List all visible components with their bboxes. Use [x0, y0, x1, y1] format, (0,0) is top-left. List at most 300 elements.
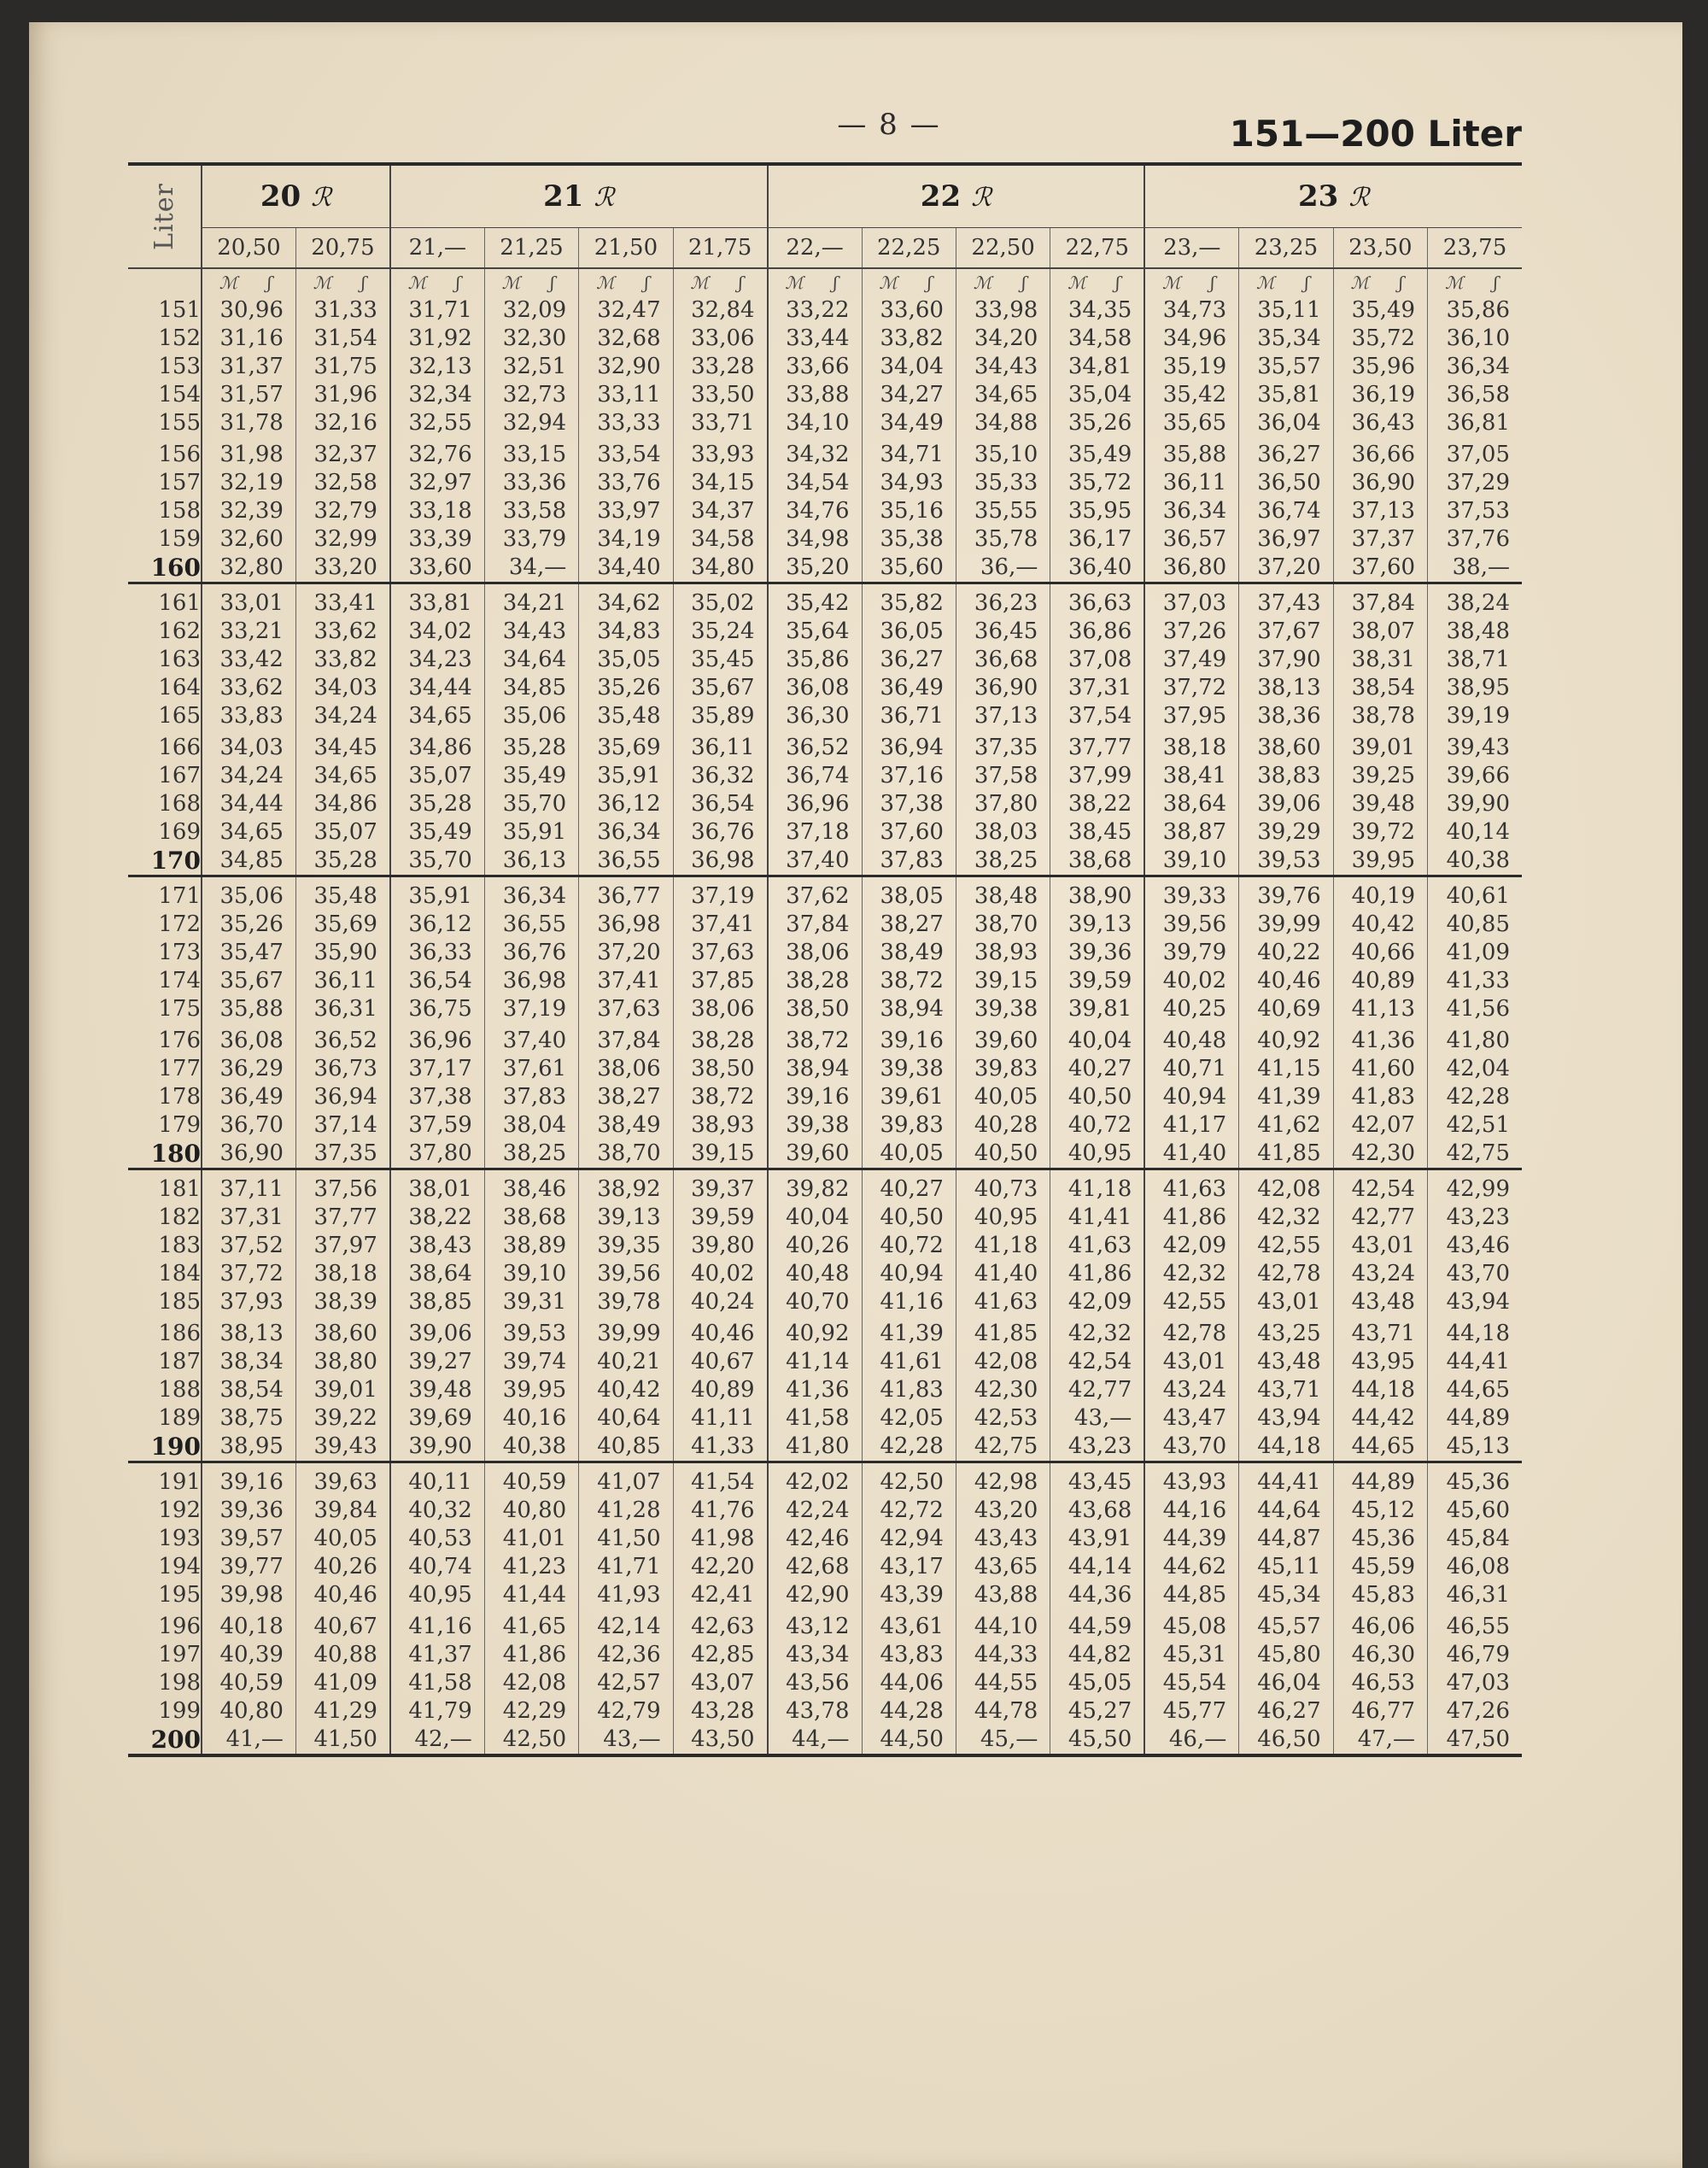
price-cell: 44,64	[1239, 1497, 1333, 1525]
price-cell: 36,34	[1428, 353, 1522, 381]
price-cell: 40,21	[579, 1348, 673, 1376]
liter-value: 158	[158, 498, 202, 524]
price-cell: 46,30	[1333, 1641, 1427, 1669]
mark-unit: ℳ	[313, 272, 332, 293]
price-cell: 41,65	[484, 1609, 578, 1641]
mark-unit: ℳ	[1350, 272, 1369, 293]
price-cell: 45,80	[1239, 1641, 1333, 1669]
price-cell: 37,60	[1333, 554, 1427, 583]
price-cell: 43,95	[1333, 1348, 1427, 1376]
mark-unit: ℳ	[973, 272, 992, 293]
price-cell: 41,85	[956, 1316, 1050, 1348]
liter-value: 188	[158, 1377, 202, 1403]
table-row	[128, 353, 1522, 381]
price-cell: 38,22	[390, 1204, 484, 1232]
table-row	[128, 1169, 1522, 1204]
price-cell: 42,08	[484, 1669, 578, 1697]
price-cell: 32,76	[390, 437, 484, 469]
price-cell: 37,11	[202, 1169, 295, 1204]
price-cell: 34,37	[673, 497, 767, 525]
price-cell: 37,26	[1144, 618, 1238, 646]
price-cell: 40,25	[1144, 995, 1238, 1023]
price-cell: 40,59	[484, 1462, 578, 1497]
price-cell: 36,49	[202, 1083, 295, 1111]
price-cell: 44,42	[1333, 1404, 1427, 1433]
price-cell: 40,94	[1144, 1083, 1238, 1111]
price-cell: 41,36	[1333, 1023, 1427, 1055]
price-cell: 34,32	[768, 437, 862, 469]
price-cell: 42,50	[484, 1726, 578, 1755]
price-cell: 40,94	[862, 1260, 956, 1288]
price-cell: 39,13	[579, 1204, 673, 1232]
price-cell: 34,88	[956, 409, 1050, 437]
price-cell: 40,53	[390, 1525, 484, 1553]
pfennig-unit: ʃ	[833, 272, 838, 293]
price-cell: 39,80	[673, 1232, 767, 1260]
price-cell: 37,90	[1239, 646, 1333, 674]
price-cell: 35,28	[484, 730, 578, 762]
price-cell: 40,95	[956, 1204, 1050, 1232]
price-cell: 43,91	[1050, 1525, 1144, 1553]
price-column-header: 21,50	[579, 228, 673, 269]
price-cell: 32,55	[390, 409, 484, 437]
price-cell: 42,08	[956, 1348, 1050, 1376]
price-cell: 39,33	[1144, 876, 1238, 911]
price-cell: 41,54	[673, 1462, 767, 1497]
price-cell: 41,13	[1333, 995, 1427, 1023]
price-cell: 44,62	[1144, 1553, 1238, 1581]
price-cell: 36,19	[1333, 381, 1427, 409]
price-cell: 42,72	[862, 1497, 956, 1525]
price-cell: 34,02	[390, 618, 484, 646]
liter-value: 156	[158, 442, 202, 467]
price-cell: 34,85	[202, 847, 295, 876]
price-cell: 40,59	[202, 1669, 295, 1697]
price-cell: 43,94	[1239, 1404, 1333, 1433]
price-cell: 36,63	[1050, 583, 1144, 618]
price-cell: 34,86	[390, 730, 484, 762]
price-cell: 39,15	[956, 967, 1050, 995]
price-cell: 43,88	[956, 1581, 1050, 1609]
price-cell: 42,—	[390, 1726, 484, 1755]
price-cell: 31,57	[202, 381, 295, 409]
price-cell: 36,33	[390, 939, 484, 967]
price-column-header: 23,75	[1428, 228, 1522, 269]
price-cell: 39,74	[484, 1348, 578, 1376]
price-cell: 46,04	[1239, 1669, 1333, 1697]
price-cell: 33,11	[579, 381, 673, 409]
table-row	[128, 1525, 1522, 1553]
price-cell: 38,54	[1333, 674, 1427, 702]
price-cell: 41,18	[956, 1232, 1050, 1260]
unit-marker	[390, 268, 484, 296]
price-cell: 39,59	[673, 1204, 767, 1232]
price-cell: 32,34	[390, 381, 484, 409]
price-cell: 39,99	[579, 1316, 673, 1348]
unit-marker	[1239, 268, 1333, 296]
price-cell: 39,37	[673, 1169, 767, 1204]
price-cell: 40,50	[1050, 1083, 1144, 1111]
price-cell: 35,10	[956, 437, 1050, 469]
price-cell: 32,39	[202, 497, 295, 525]
table-row	[128, 1462, 1522, 1497]
price-cell: 33,66	[768, 353, 862, 381]
price-cell: 34,83	[579, 618, 673, 646]
price-cell: 39,16	[862, 1023, 956, 1055]
price-cell: 42,54	[1333, 1169, 1427, 1204]
price-cell: 41,28	[579, 1497, 673, 1525]
price-cell: 43,70	[1428, 1260, 1522, 1288]
price-cell: 47,—	[1333, 1726, 1427, 1755]
price-cell: 39,43	[295, 1433, 389, 1462]
table-row	[128, 1726, 1522, 1755]
liter-value: 190	[128, 1433, 202, 1462]
price-cell: 41,—	[202, 1726, 295, 1755]
price-cell: 33,42	[202, 646, 295, 674]
price-cell: 37,43	[1239, 583, 1333, 618]
price-cell: 36,66	[1333, 437, 1427, 469]
pfennig-unit: ʃ	[927, 272, 933, 293]
price-cell: 39,29	[1239, 818, 1333, 847]
price-cell: 36,76	[484, 939, 578, 967]
price-cell: 43,17	[862, 1553, 956, 1581]
price-cell: 37,17	[390, 1055, 484, 1083]
price-cell: 38,31	[1333, 646, 1427, 674]
price-cell: 38,48	[956, 876, 1050, 911]
price-cell: 34,65	[295, 762, 389, 790]
price-cell: 40,16	[484, 1404, 578, 1433]
price-cell: 32,16	[295, 409, 389, 437]
price-cell: 44,85	[1144, 1581, 1238, 1609]
price-cell: 37,80	[956, 790, 1050, 818]
price-column-header: 21,—	[390, 228, 484, 269]
price-cell: 42,77	[1050, 1376, 1144, 1404]
price-cell: 33,54	[579, 437, 673, 469]
liter-value: 185	[158, 1289, 202, 1315]
price-cell: 35,69	[295, 911, 389, 939]
mark-unit: ℳ	[785, 272, 804, 293]
price-cell: 42,51	[1428, 1111, 1522, 1140]
table-row	[128, 1553, 1522, 1581]
price-cell: 42,05	[862, 1404, 956, 1433]
price-cell: 36,32	[673, 762, 767, 790]
price-cell: 37,18	[768, 818, 862, 847]
price-cell: 36,12	[390, 911, 484, 939]
price-cell: 43,48	[1333, 1288, 1427, 1316]
price-cell: 35,64	[768, 618, 862, 646]
price-cell: 40,88	[295, 1641, 389, 1669]
price-cell: 45,60	[1428, 1497, 1522, 1525]
price-cell: 44,33	[956, 1641, 1050, 1669]
liter-value: 155	[158, 410, 202, 436]
price-cell: 35,34	[1239, 325, 1333, 353]
price-cell: 34,15	[673, 469, 767, 497]
price-cell: 42,08	[1239, 1169, 1333, 1204]
price-cell: 33,60	[390, 554, 484, 583]
price-cell: 38,89	[484, 1232, 578, 1260]
price-cell: 34,96	[1144, 325, 1238, 353]
price-cell: 35,20	[768, 554, 862, 583]
price-cell: 39,22	[295, 1404, 389, 1433]
price-cell: 39,06	[390, 1316, 484, 1348]
price-cell: 41,17	[1144, 1111, 1238, 1140]
unit-marker	[579, 268, 673, 296]
price-cell: 36,27	[1239, 437, 1333, 469]
price-cell: 41,39	[862, 1316, 956, 1348]
group-price: 20	[260, 179, 301, 214]
price-cell: 38,54	[202, 1376, 295, 1404]
price-group-header	[390, 164, 768, 228]
price-cell: 36,49	[862, 674, 956, 702]
liter-value: 178	[158, 1084, 202, 1110]
price-cell: 37,38	[390, 1083, 484, 1111]
price-cell: 42,50	[862, 1462, 956, 1497]
price-cell: 35,82	[862, 583, 956, 618]
mark-unit: ℳ	[1256, 272, 1275, 293]
price-cell: 40,67	[673, 1348, 767, 1376]
price-cell: 39,15	[673, 1140, 767, 1169]
price-cell: 33,97	[579, 497, 673, 525]
price-cell: 44,87	[1239, 1525, 1333, 1553]
price-cell: 39,59	[1050, 967, 1144, 995]
price-cell: 34,98	[768, 525, 862, 554]
price-cell: 34,43	[956, 353, 1050, 381]
price-cell: 33,88	[768, 381, 862, 409]
pfennig-unit: ʃ	[549, 272, 555, 293]
price-cell: 46,27	[1239, 1697, 1333, 1726]
price-cell: 36,54	[390, 967, 484, 995]
price-cell: 39,84	[295, 1497, 389, 1525]
price-cell: 34,03	[295, 674, 389, 702]
price-cell: 34,65	[956, 381, 1050, 409]
price-cell: 46,06	[1333, 1609, 1427, 1641]
price-cell: 43,93	[1144, 1462, 1238, 1497]
price-cell: 42,75	[1428, 1140, 1522, 1169]
price-cell: 44,14	[1050, 1553, 1144, 1581]
liter-value: 180	[128, 1140, 202, 1169]
price-cell: 35,91	[390, 876, 484, 911]
table-row	[128, 1497, 1522, 1525]
price-cell: 36,34	[484, 876, 578, 911]
price-cell: 35,70	[390, 847, 484, 876]
price-cell: 35,60	[862, 554, 956, 583]
price-cell: 40,48	[1144, 1023, 1238, 1055]
price-cell: 40,46	[1239, 967, 1333, 995]
price-cell: 43,—	[1050, 1404, 1144, 1433]
price-cell: 44,89	[1333, 1462, 1427, 1497]
liter-value: 192	[158, 1497, 202, 1523]
price-cell: 33,15	[484, 437, 578, 469]
price-cell: 41,83	[862, 1376, 956, 1404]
liter-value: 171	[158, 883, 202, 909]
price-cell: 45,31	[1144, 1641, 1238, 1669]
price-cell: 35,72	[1050, 469, 1144, 497]
price-cell: 36,—	[956, 554, 1050, 583]
price-cell: 39,38	[862, 1055, 956, 1083]
price-cell: 43,50	[673, 1726, 767, 1755]
liter-value: 164	[158, 675, 202, 700]
price-cell: 41,58	[768, 1404, 862, 1433]
liter-value: 154	[158, 382, 202, 407]
price-cell: 38,94	[768, 1055, 862, 1083]
price-cell: 41,40	[1144, 1140, 1238, 1169]
price-cell: 40,92	[768, 1316, 862, 1348]
price-cell: 41,63	[1144, 1169, 1238, 1204]
table-row	[128, 939, 1522, 967]
price-cell: 45,84	[1428, 1525, 1522, 1553]
price-cell: 44,59	[1050, 1609, 1144, 1641]
price-cell: 32,99	[295, 525, 389, 554]
price-cell: 35,91	[484, 818, 578, 847]
price-cell: 35,81	[1239, 381, 1333, 409]
price-cell: 40,72	[862, 1232, 956, 1260]
price-cell: 40,85	[579, 1433, 673, 1462]
price-cell: 43,61	[862, 1609, 956, 1641]
liter-value: 166	[158, 735, 202, 760]
mark-unit: ℳ	[407, 272, 426, 293]
liter-value: 161	[158, 590, 202, 616]
group-price: 21	[543, 179, 584, 214]
price-cell: 32,37	[295, 437, 389, 469]
price-cell: 34,81	[1050, 353, 1144, 381]
price-cell: 46,79	[1428, 1641, 1522, 1669]
price-cell: 39,01	[295, 1376, 389, 1404]
price-cell: 42,09	[1050, 1288, 1144, 1316]
table-row	[128, 1023, 1522, 1055]
price-cell: 38,78	[1333, 702, 1427, 730]
price-cell: 38,94	[862, 995, 956, 1023]
price-cell: 37,56	[295, 1169, 389, 1204]
price-cell: 32,90	[579, 353, 673, 381]
price-cell: 37,84	[768, 911, 862, 939]
pfennig-unit: ʃ	[738, 272, 743, 293]
price-cell: 35,11	[1239, 296, 1333, 325]
price-cell: 42,09	[1144, 1232, 1238, 1260]
price-cell: 35,86	[768, 646, 862, 674]
price-cell: 41,63	[956, 1288, 1050, 1316]
table-row	[128, 325, 1522, 353]
price-cell: 43,78	[768, 1697, 862, 1726]
price-group-header	[1144, 164, 1522, 228]
table-row	[128, 437, 1522, 469]
price-cell: 37,84	[1333, 583, 1427, 618]
price-cell: 35,28	[390, 790, 484, 818]
liter-value: 151	[158, 297, 202, 323]
table-row	[128, 1697, 1522, 1726]
price-cell: 38,75	[202, 1404, 295, 1433]
price-cell: 32,58	[295, 469, 389, 497]
mark-unit: ℳ	[1445, 272, 1464, 293]
price-cell: 33,98	[956, 296, 1050, 325]
price-cell: 39,90	[1428, 790, 1522, 818]
price-cell: 45,50	[1050, 1726, 1144, 1755]
price-cell: 37,41	[579, 967, 673, 995]
price-cell: 35,33	[956, 469, 1050, 497]
price-cell: 40,89	[673, 1376, 767, 1404]
price-cell: 46,31	[1428, 1581, 1522, 1609]
price-cell: 34,27	[862, 381, 956, 409]
table-row	[128, 409, 1522, 437]
price-cell: 37,63	[673, 939, 767, 967]
price-cell: 40,73	[956, 1169, 1050, 1204]
price-cell: 40,72	[1050, 1111, 1144, 1140]
price-cell: 41,40	[956, 1260, 1050, 1288]
price-cell: 36,43	[1333, 409, 1427, 437]
price-cell: 40,66	[1333, 939, 1427, 967]
price-cell: 38,48	[1428, 618, 1522, 646]
price-cell: 40,74	[390, 1553, 484, 1581]
price-cell: 43,45	[1050, 1462, 1144, 1497]
price-cell: 33,76	[579, 469, 673, 497]
price-cell: 33,93	[673, 437, 767, 469]
price-cell: 38,95	[202, 1433, 295, 1462]
price-cell: 34,64	[484, 646, 578, 674]
price-cell: 37,83	[484, 1083, 578, 1111]
price-cell: 32,51	[484, 353, 578, 381]
price-cell: 38,45	[1050, 818, 1144, 847]
price-column-header: 23,25	[1239, 228, 1333, 269]
price-cell: 38,49	[862, 939, 956, 967]
price-cell: 36,52	[768, 730, 862, 762]
table-row	[128, 1288, 1522, 1316]
price-cell: 39,99	[1239, 911, 1333, 939]
liter-value: 157	[158, 470, 202, 495]
price-cell: 39,60	[768, 1140, 862, 1169]
price-cell: 37,95	[1144, 702, 1238, 730]
price-cell: 35,26	[1050, 409, 1144, 437]
mark-unit: ℳ	[1068, 272, 1086, 293]
price-cell: 38,28	[673, 1023, 767, 1055]
price-cell: 33,01	[202, 583, 295, 618]
price-cell: 36,68	[956, 646, 1050, 674]
table-row	[128, 730, 1522, 762]
price-cell: 42,78	[1144, 1316, 1238, 1348]
pfennig-unit: ʃ	[360, 272, 366, 293]
price-cell: 37,41	[673, 911, 767, 939]
price-cell: 39,69	[390, 1404, 484, 1433]
price-cell: 46,50	[1239, 1726, 1333, 1755]
liter-value: 194	[158, 1554, 202, 1579]
price-cell: 34,03	[202, 730, 295, 762]
price-cell: 40,80	[484, 1497, 578, 1525]
price-cell: 40,50	[956, 1140, 1050, 1169]
price-cell: 35,90	[295, 939, 389, 967]
price-cell: 43,34	[768, 1641, 862, 1669]
price-cell: 37,72	[1144, 674, 1238, 702]
price-cell: 37,19	[673, 876, 767, 911]
liter-value: 173	[158, 940, 202, 965]
price-cell: 34,19	[579, 525, 673, 554]
price-cell: 38,07	[1333, 618, 1427, 646]
price-column-header: 22,75	[1050, 228, 1144, 269]
price-cell: 36,80	[1144, 554, 1238, 583]
price-cell: 40,39	[202, 1641, 295, 1669]
table-row	[128, 1083, 1522, 1111]
price-cell: 39,95	[1333, 847, 1427, 876]
price-cell: 35,67	[202, 967, 295, 995]
price-cell: 44,65	[1428, 1376, 1522, 1404]
pfennig-unit: ʃ	[1304, 272, 1309, 293]
price-cell: 39,56	[579, 1260, 673, 1288]
price-cell: 42,30	[956, 1376, 1050, 1404]
price-cell: 42,85	[673, 1641, 767, 1669]
price-cell: 37,14	[295, 1111, 389, 1140]
table-row	[128, 1111, 1522, 1140]
price-cell: 37,38	[862, 790, 956, 818]
price-cell: 41,41	[1050, 1204, 1144, 1232]
price-cell: 32,84	[673, 296, 767, 325]
price-cell: 33,60	[862, 296, 956, 325]
